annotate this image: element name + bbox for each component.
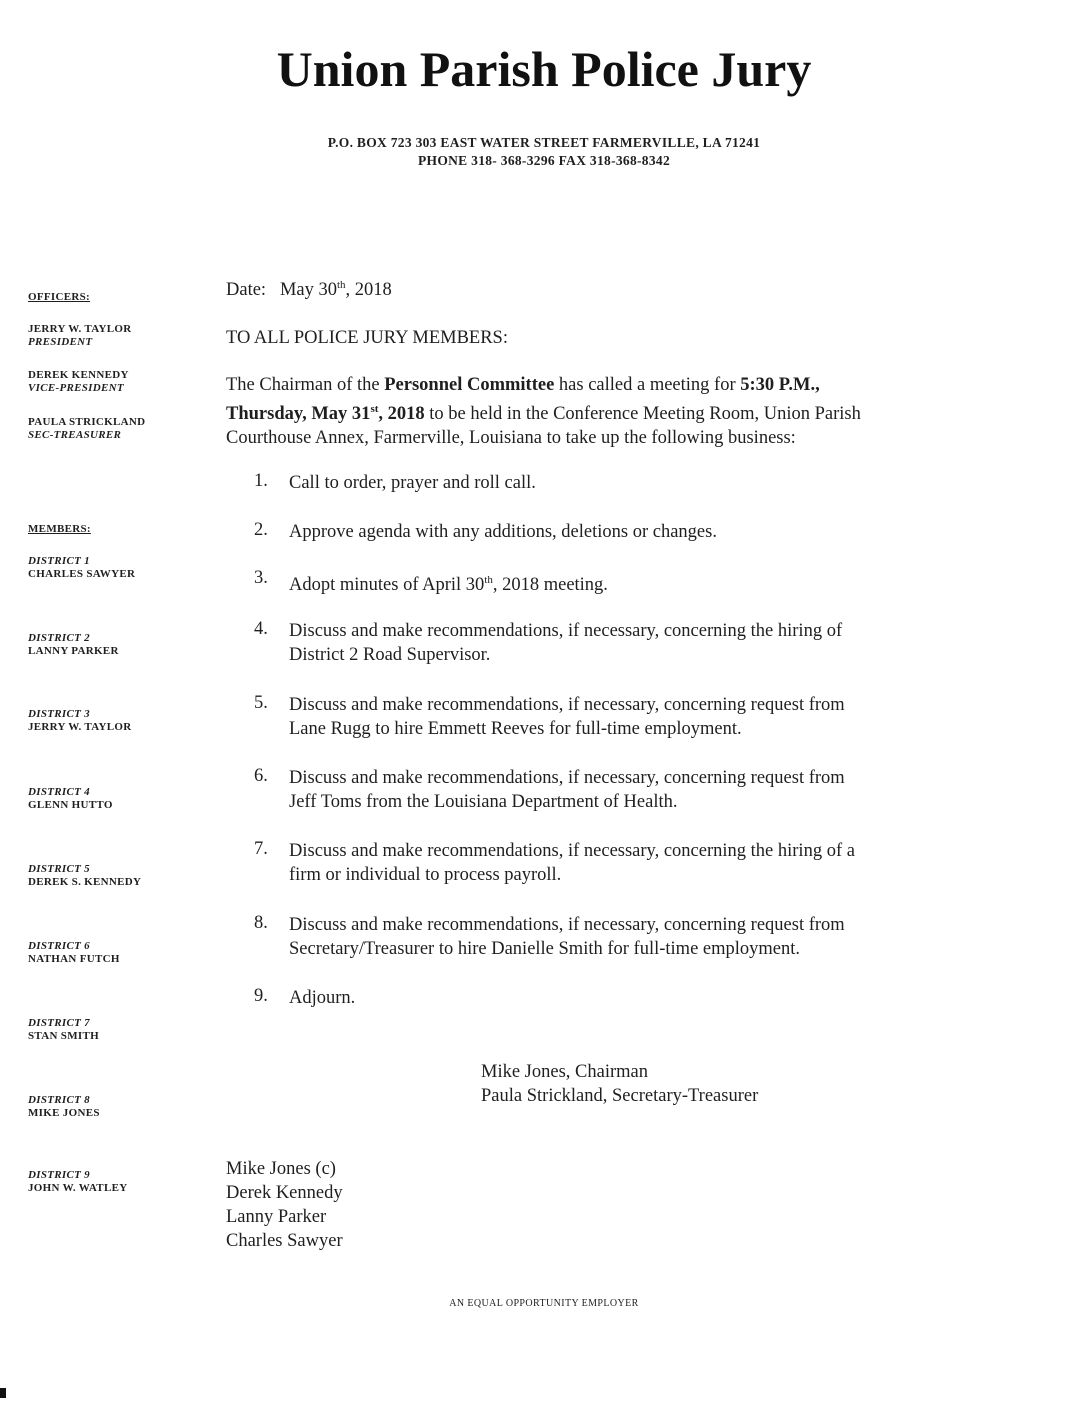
agenda-item: Adjourn. (289, 988, 356, 1008)
agenda-number: 3. (254, 568, 268, 588)
district-label: DISTRICT 8 (28, 1094, 90, 1106)
committee-member: Lanny Parker (226, 1207, 327, 1227)
member-name: LANNY PARKER (28, 645, 119, 657)
agenda-item: Approve agenda with any additions, deletions or changes. (289, 522, 717, 542)
member-district-6 (28, 940, 120, 966)
agenda-number: 9. (254, 986, 268, 1006)
agenda-item: Discuss and make recommendations, if necessary, concerning the hiring of District 2 Road Supervisor. (289, 621, 843, 665)
officer-name: DEREK KENNEDY (28, 369, 129, 381)
day-suffix: st (370, 403, 379, 415)
member-district-3 (28, 708, 131, 734)
contact-line: PHONE 318- 368-3296 FAX 318-368-8342 (417, 153, 671, 168)
committee-member: Mike Jones (c) (226, 1159, 336, 1179)
date-value: May 30 (279, 280, 337, 301)
district-label: DISTRICT 3 (28, 708, 90, 720)
member-name: JOHN W. WATLEY (28, 1182, 128, 1194)
member-name: CHARLES SAWYER (28, 568, 136, 580)
member-name: MIKE JONES (28, 1107, 100, 1119)
member-district-4 (28, 786, 113, 812)
scan-mark (0, 1388, 6, 1398)
meeting-time: 5:30 P.M., (740, 375, 820, 395)
intro-text: to be held in the Conference Meeting Room, Union Parish (424, 404, 861, 425)
district-label: DISTRICT 7 (28, 1017, 90, 1029)
members-heading: MEMBERS: (28, 523, 91, 535)
officer-sec-treasurer (28, 416, 145, 442)
signature-block (481, 1060, 758, 1108)
officer-title: PRESIDENT (28, 336, 93, 348)
intro-text: Courthouse Annex, Farmerville, Louisiana to take up the following business: (226, 428, 796, 449)
meeting-day: Thursday, May 31 (226, 404, 371, 425)
memo-intro (226, 373, 986, 450)
agenda-number: 5. (254, 693, 268, 713)
member-name: GLENN HUTTO (28, 799, 113, 811)
member-district-1 (28, 555, 135, 581)
agenda-item: Discuss and make recommendations, if necessary, concerning request from Lane Rugg to hire Emmett Reeves for full-time employment. (289, 695, 845, 739)
district-label: DISTRICT 1 (28, 555, 90, 567)
agenda-number: 2. (254, 520, 268, 540)
district-label: DISTRICT 9 (28, 1169, 90, 1181)
chairman-signature: Mike Jones, Chairman (481, 1062, 648, 1082)
officers-heading: OFFICERS: (28, 291, 90, 303)
officer-vice-president (28, 369, 129, 395)
district-label: DISTRICT 6 (28, 940, 90, 952)
member-district-8 (28, 1094, 100, 1120)
date-suffix: th (336, 279, 346, 291)
committee-list (226, 1157, 343, 1253)
agenda-number: 1. (254, 471, 268, 491)
member-name: JERRY W. TAYLOR (28, 721, 132, 733)
intro-text: has called a meeting for (554, 375, 741, 395)
date-year: , 2018 (345, 280, 392, 301)
committee-member: Charles Sawyer (226, 1231, 343, 1251)
officer-name: JERRY W. TAYLOR (28, 323, 132, 335)
member-district-7 (28, 1017, 99, 1043)
organization-title: Union Parish Police Jury (276, 41, 812, 97)
member-name: DEREK S. KENNEDY (28, 876, 142, 888)
salutation: TO ALL POLICE JURY MEMBERS: (226, 328, 508, 348)
agenda-number: 7. (254, 839, 268, 859)
committee-member: Derek Kennedy (226, 1183, 343, 1203)
agenda-item: Call to order, prayer and roll call. (289, 473, 536, 493)
member-district-2 (28, 632, 119, 658)
agenda-item: Adopt minutes of April 30th, 2018 meeting. (289, 574, 608, 596)
member-district-5 (28, 863, 141, 889)
officer-title: VICE-PRESIDENT (28, 382, 124, 394)
agenda-item: Discuss and make recommendations, if necessary, concerning the hiring of a firm or individual to process payroll. (289, 841, 855, 885)
agenda-item: Discuss and make recommendations, if necessary, concerning request from Secretary/Treasurer to hire Danielle Smith for full-time employment. (289, 915, 845, 959)
district-label: DISTRICT 2 (28, 632, 90, 644)
address-line: P.O. BOX 723 303 EAST WATER STREET FARMERVILLE, LA 71241 (327, 135, 761, 150)
agenda-item: Discuss and make recommendations, if necessary, concerning request from Jeff Toms from the Louisiana Department of Health. (289, 768, 845, 812)
date-label: Date: (226, 280, 267, 301)
member-name: STAN SMITH (28, 1030, 99, 1042)
district-label: DISTRICT 4 (28, 786, 90, 798)
agenda-number: 6. (254, 766, 268, 786)
memo-date (226, 273, 392, 302)
member-district-9 (28, 1169, 127, 1195)
member-name: NATHAN FUTCH (28, 953, 120, 965)
intro-text: The Chairman of the (226, 375, 385, 395)
agenda-number: 8. (254, 913, 268, 933)
agenda-number: 4. (254, 619, 268, 639)
meeting-year: , 2018 (378, 404, 425, 425)
footer-text: AN EQUAL OPPORTUNITY EMPLOYER (449, 1298, 639, 1309)
secretary-signature: Paula Strickland, Secretary-Treasurer (481, 1086, 759, 1106)
district-label: DISTRICT 5 (28, 863, 90, 875)
officer-name: PAULA STRICKLAND (28, 416, 146, 428)
committee-name: Personnel Committee (384, 375, 555, 395)
officer-title: SEC-TREASURER (28, 429, 122, 441)
officer-president (28, 323, 131, 349)
